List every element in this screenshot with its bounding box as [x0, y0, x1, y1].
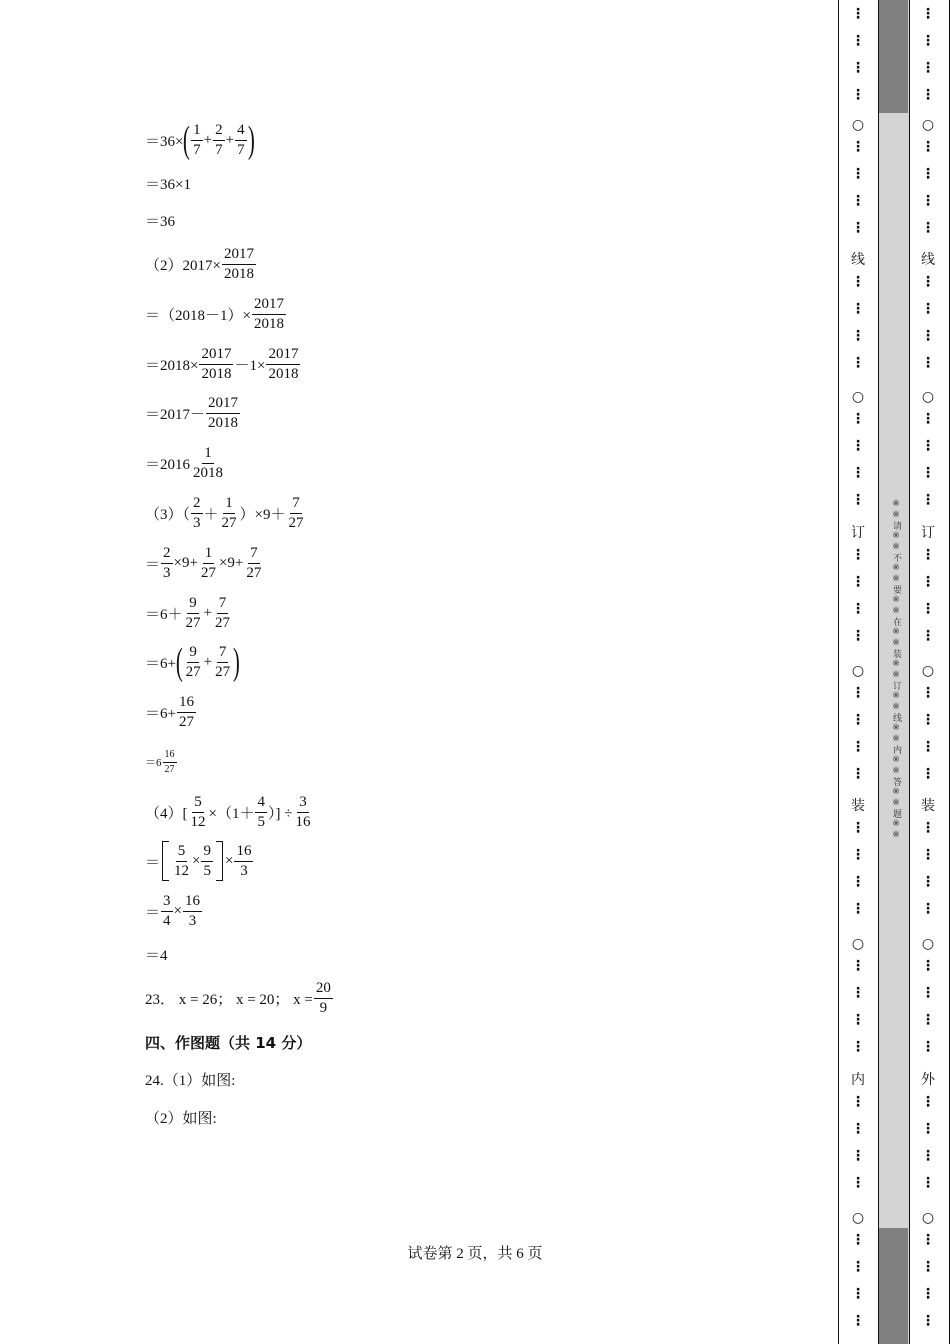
step-line	[145, 443, 226, 483]
dotted-line-icon: ⋮	[851, 33, 865, 49]
dotted-line-icon: ⋮	[921, 985, 935, 1001]
denominator: 27	[200, 564, 216, 581]
step-line	[145, 120, 254, 160]
circle-icon: ○	[851, 1210, 865, 1226]
dotted-line-icon: ⋮	[851, 301, 865, 317]
denominator: 27	[246, 564, 262, 581]
numerator: 7	[217, 596, 229, 614]
denominator: 27	[215, 663, 231, 680]
dotted-line-icon: ⋮	[921, 1175, 935, 1191]
denominator: 3	[193, 514, 201, 531]
dotted-line-icon: ⋮	[921, 685, 935, 701]
dotted-line-icon: ⋮	[921, 874, 935, 890]
step-line	[145, 934, 168, 974]
dotted-line-icon: ⋮	[851, 6, 865, 22]
dotted-line-icon: ⋮	[851, 766, 865, 782]
fraction	[199, 546, 218, 581]
text: ＝36	[145, 213, 176, 230]
circle-icon: ○	[921, 117, 935, 133]
dotted-line-icon: ⋮	[921, 1148, 935, 1164]
dotted-line-icon: ⋮	[921, 1259, 935, 1275]
denominator: 2018	[201, 365, 232, 382]
inner-label-0: 线	[851, 252, 865, 268]
denominator: 27	[185, 614, 201, 631]
answer-24-2	[145, 1097, 217, 1137]
fraction	[222, 247, 256, 282]
step-line	[145, 493, 307, 533]
text: ＝6＋	[145, 606, 183, 623]
dotted-line-icon: ⋮	[921, 328, 935, 344]
numerator: 16	[163, 750, 177, 763]
binding-dark-block-top	[879, 0, 908, 113]
denominator: 2018	[268, 365, 299, 382]
step-line	[145, 692, 197, 732]
text: （4）[	[145, 805, 188, 822]
fraction	[234, 844, 253, 879]
dotted-line-icon: ⋮	[921, 739, 935, 755]
left-paren: (	[175, 641, 183, 683]
dotted-line-icon: ⋮	[851, 492, 865, 508]
dotted-line-icon: ⋮	[851, 958, 865, 974]
dotted-line-icon: ⋮	[921, 847, 935, 863]
dotted-line-icon: ⋮	[851, 274, 865, 290]
denominator: 27	[214, 614, 230, 631]
text: ＝2016	[145, 456, 191, 473]
step-line	[145, 294, 287, 334]
text: ）×9＋	[239, 506, 286, 523]
step-line	[145, 841, 254, 881]
dotted-line-icon: ⋮	[921, 547, 935, 563]
dotted-line-icon: ⋮	[921, 139, 935, 155]
numerator: 1	[203, 546, 215, 564]
dotted-line-icon: ⋮	[921, 438, 935, 454]
dotted-line-icon: ⋮	[921, 1286, 935, 1302]
denominator: 3	[188, 912, 197, 929]
denominator: 2018	[208, 414, 239, 431]
numerator: 9	[187, 596, 199, 614]
denominator: 3	[163, 564, 171, 581]
outer-label-0: 线	[921, 252, 935, 268]
text: ＝4	[145, 947, 168, 964]
denominator: 7	[215, 141, 223, 158]
numerator: 2	[191, 496, 203, 514]
text: ＝6+	[145, 655, 176, 672]
dotted-line-icon: ⋮	[851, 685, 865, 701]
step-line	[145, 792, 313, 832]
denominator: 5	[257, 813, 265, 830]
text: 四、作图题（共 14 分）	[145, 1033, 312, 1052]
numerator: 7	[217, 645, 229, 663]
dotted-line-icon: ⋮	[851, 220, 865, 236]
dotted-line-icon: ⋮	[921, 87, 935, 103]
dotted-line-icon: ⋮	[921, 411, 935, 427]
dotted-line-icon: ⋮	[851, 1175, 865, 1191]
numerator: 3	[161, 894, 173, 912]
numerator: 16	[177, 695, 196, 713]
fraction	[201, 844, 213, 879]
dotted-line-icon: ⋮	[851, 574, 865, 590]
numerator: 2017	[206, 396, 240, 414]
dotted-line-icon: ⋮	[921, 712, 935, 728]
dotted-line-icon: ⋮	[851, 166, 865, 182]
fraction	[235, 123, 247, 158]
circle-icon: ○	[851, 663, 865, 679]
operator: +	[203, 131, 213, 148]
text: 23． x = 26； x = 20； x =	[145, 991, 313, 1008]
numerator: 2017	[199, 347, 233, 365]
text: ＝（2018－1）×	[145, 307, 251, 324]
denominator: 27	[164, 763, 175, 775]
dotted-line-icon: ⋮	[921, 1094, 935, 1110]
fraction	[293, 795, 312, 830]
binding-notice: ※※请※※不※※要※※在※※装※※订※※线※※内※※答※※题※※	[891, 499, 901, 841]
dotted-line-icon: ⋮	[921, 193, 935, 209]
fraction	[252, 297, 286, 332]
text: ＝	[145, 854, 161, 871]
circle-icon: ○	[921, 936, 935, 952]
dotted-line-icon: ⋮	[921, 820, 935, 836]
dotted-line-icon: ⋮	[921, 574, 935, 590]
denominator: 9	[319, 999, 328, 1016]
numerator: 4	[255, 795, 267, 813]
step-line	[145, 244, 257, 284]
dotted-line-icon: ⋮	[851, 87, 865, 103]
denominator: 7	[237, 141, 245, 158]
dotted-line-icon: ⋮	[851, 1313, 865, 1329]
numerator: 5	[176, 844, 188, 862]
dotted-line-icon: ⋮	[851, 411, 865, 427]
dotted-line-icon: ⋮	[851, 60, 865, 76]
dotted-line-icon: ⋮	[921, 33, 935, 49]
text: （2）如图:	[145, 1110, 217, 1127]
dotted-line-icon: ⋮	[851, 739, 865, 755]
circle-icon: ○	[921, 389, 935, 405]
dotted-line-icon: ⋮	[921, 1012, 935, 1028]
right-paren: )	[247, 119, 255, 161]
dotted-line-icon: ⋮	[921, 628, 935, 644]
step-line	[145, 543, 264, 583]
numerator: 2	[213, 123, 225, 141]
fraction	[183, 894, 202, 929]
fraction	[314, 981, 333, 1016]
fraction	[172, 844, 191, 879]
dotted-line-icon: ⋮	[851, 1286, 865, 1302]
step-line	[145, 642, 240, 682]
dotted-line-icon: ⋮	[851, 328, 865, 344]
fraction	[189, 795, 208, 830]
step-line	[145, 593, 233, 633]
fraction	[199, 347, 233, 382]
denominator: 12	[190, 813, 206, 830]
outer-label-3: 外	[921, 1072, 935, 1088]
dotted-line-icon: ⋮	[921, 465, 935, 481]
denominator: 5	[203, 862, 211, 879]
dotted-line-icon: ⋮	[851, 1094, 865, 1110]
dotted-line-icon: ⋮	[851, 1012, 865, 1028]
denominator: 3	[240, 862, 248, 879]
outer-label-2: 装	[921, 798, 935, 814]
text: ）] ÷	[267, 805, 293, 822]
text: ×（1＋	[208, 805, 255, 822]
dotted-line-icon: ⋮	[921, 1121, 935, 1137]
dotted-line-icon: ⋮	[851, 139, 865, 155]
dotted-line-icon: ⋮	[921, 492, 935, 508]
text: （2）2017×	[145, 257, 221, 274]
dotted-line-icon: ⋮	[851, 1039, 865, 1055]
numerator: 1	[223, 496, 235, 514]
numerator: 20	[314, 981, 333, 999]
dotted-line-icon: ⋮	[921, 766, 935, 782]
dotted-line-icon: ⋮	[851, 601, 865, 617]
numerator: 5	[192, 795, 204, 813]
numerator: 16	[234, 844, 253, 862]
text: ×9+	[218, 554, 244, 571]
operator: ＋	[203, 506, 219, 523]
text: ＝2018×	[145, 357, 199, 374]
dotted-line-icon: ⋮	[921, 60, 935, 76]
text: ＝36×	[145, 133, 184, 150]
fraction	[213, 123, 225, 158]
dotted-line-icon: ⋮	[921, 601, 935, 617]
binding-dark-block-bottom	[879, 1228, 908, 1344]
denominator: 2018	[253, 315, 284, 332]
dotted-line-icon: ⋮	[851, 438, 865, 454]
text: ＝6	[145, 757, 162, 769]
numerator: 9	[201, 844, 213, 862]
dotted-line-icon: ⋮	[921, 166, 935, 182]
operator: ×	[192, 852, 201, 869]
dotted-line-icon: ⋮	[851, 1232, 865, 1248]
circle-icon: ○	[851, 936, 865, 952]
text: ＝6+	[145, 705, 176, 722]
numerator: 4	[235, 123, 247, 141]
dotted-line-icon: ⋮	[921, 274, 935, 290]
dotted-line-icon: ⋮	[851, 465, 865, 481]
dotted-line-icon: ⋮	[921, 958, 935, 974]
left-bracket	[162, 841, 169, 881]
dotted-line-icon: ⋮	[851, 1148, 865, 1164]
text: ×9+	[173, 554, 198, 571]
denominator: 4	[163, 912, 171, 929]
fraction	[161, 546, 173, 581]
numerator: 9	[187, 645, 199, 663]
denominator: 2018	[223, 265, 254, 282]
dotted-line-icon: ⋮	[921, 1039, 935, 1055]
step-line	[145, 200, 175, 240]
fraction	[191, 123, 203, 158]
operator: ×	[224, 852, 234, 869]
operator: ×	[173, 902, 182, 919]
dotted-line-icon: ⋮	[851, 1259, 865, 1275]
fraction	[184, 645, 203, 680]
text: 24.（1）如图:	[145, 1072, 236, 1089]
inner-label-3: 内	[851, 1072, 865, 1088]
fraction	[213, 645, 232, 680]
dotted-line-icon: ⋮	[851, 1121, 865, 1137]
inner-label-1: 订	[851, 525, 865, 541]
fraction	[184, 596, 203, 631]
step-line	[145, 891, 203, 931]
fraction	[177, 695, 196, 730]
dotted-line-icon: ⋮	[851, 820, 865, 836]
fraction	[287, 496, 306, 531]
numerator: 7	[248, 546, 260, 564]
dotted-line-icon: ⋮	[921, 355, 935, 371]
section-heading	[145, 1022, 311, 1062]
fraction	[161, 894, 173, 929]
numerator: 7	[290, 496, 302, 514]
numerator: 2017	[266, 347, 300, 365]
right-bracket	[216, 841, 223, 881]
inner-label-2: 装	[851, 798, 865, 814]
denominator: 7	[193, 141, 201, 158]
dotted-line-icon: ⋮	[851, 985, 865, 1001]
numerator: 2	[161, 546, 173, 564]
dotted-line-icon: ⋮	[851, 193, 865, 209]
page-footer: 试卷第 2 页，共 6 页	[407, 1246, 543, 1262]
step-line	[145, 742, 178, 782]
left-paren: (	[183, 119, 191, 161]
fraction	[191, 496, 203, 531]
operator: +	[225, 131, 235, 148]
text: （3）（	[145, 506, 191, 523]
denominator: 12	[174, 862, 190, 879]
numerator: 1	[191, 123, 203, 141]
denominator: 27	[178, 713, 194, 730]
text: ＝2017－	[145, 406, 206, 423]
dotted-line-icon: ⋮	[851, 874, 865, 890]
fraction	[191, 446, 225, 481]
outer-label-1: 订	[921, 525, 935, 541]
right-paren: )	[232, 641, 240, 683]
numerator: 1	[202, 446, 214, 464]
dotted-line-icon: ⋮	[851, 628, 865, 644]
fraction	[213, 596, 232, 631]
dotted-line-icon: ⋮	[851, 847, 865, 863]
dotted-line-icon: ⋮	[921, 6, 935, 22]
numerator: 2017	[222, 247, 256, 265]
answer-24-1	[145, 1059, 235, 1099]
fraction	[163, 750, 177, 775]
dotted-line-icon: ⋮	[921, 1232, 935, 1248]
denominator: 27	[221, 514, 237, 531]
circle-icon: ○	[921, 663, 935, 679]
numerator: 2017	[252, 297, 286, 315]
operator: +	[203, 653, 213, 670]
text: ＝36×1	[145, 176, 191, 193]
step-line	[145, 393, 241, 433]
dotted-line-icon: ⋮	[851, 712, 865, 728]
denominator: 27	[185, 663, 201, 680]
denominator: 2018	[193, 464, 224, 481]
circle-icon: ○	[851, 389, 865, 405]
circle-icon: ○	[921, 1210, 935, 1226]
text: －1×	[234, 357, 266, 374]
circle-icon: ○	[851, 117, 865, 133]
operator: +	[203, 604, 212, 621]
answer-23	[145, 978, 334, 1018]
numerator: 16	[183, 894, 202, 912]
dotted-line-icon: ⋮	[921, 1313, 935, 1329]
dotted-line-icon: ⋮	[851, 355, 865, 371]
step-line	[145, 344, 301, 384]
dotted-line-icon: ⋮	[851, 901, 865, 917]
dotted-line-icon: ⋮	[921, 901, 935, 917]
text: ＝	[145, 556, 161, 573]
text: ＝	[145, 904, 161, 921]
denominator: 27	[288, 514, 304, 531]
dotted-line-icon: ⋮	[921, 220, 935, 236]
numerator: 3	[297, 795, 309, 813]
fraction	[266, 347, 300, 382]
step-line	[145, 163, 191, 203]
fraction	[244, 546, 263, 581]
fraction	[255, 795, 267, 830]
dotted-line-icon: ⋮	[921, 301, 935, 317]
denominator: 16	[295, 813, 311, 830]
fraction	[206, 396, 240, 431]
dotted-line-icon: ⋮	[851, 547, 865, 563]
fraction	[220, 496, 239, 531]
